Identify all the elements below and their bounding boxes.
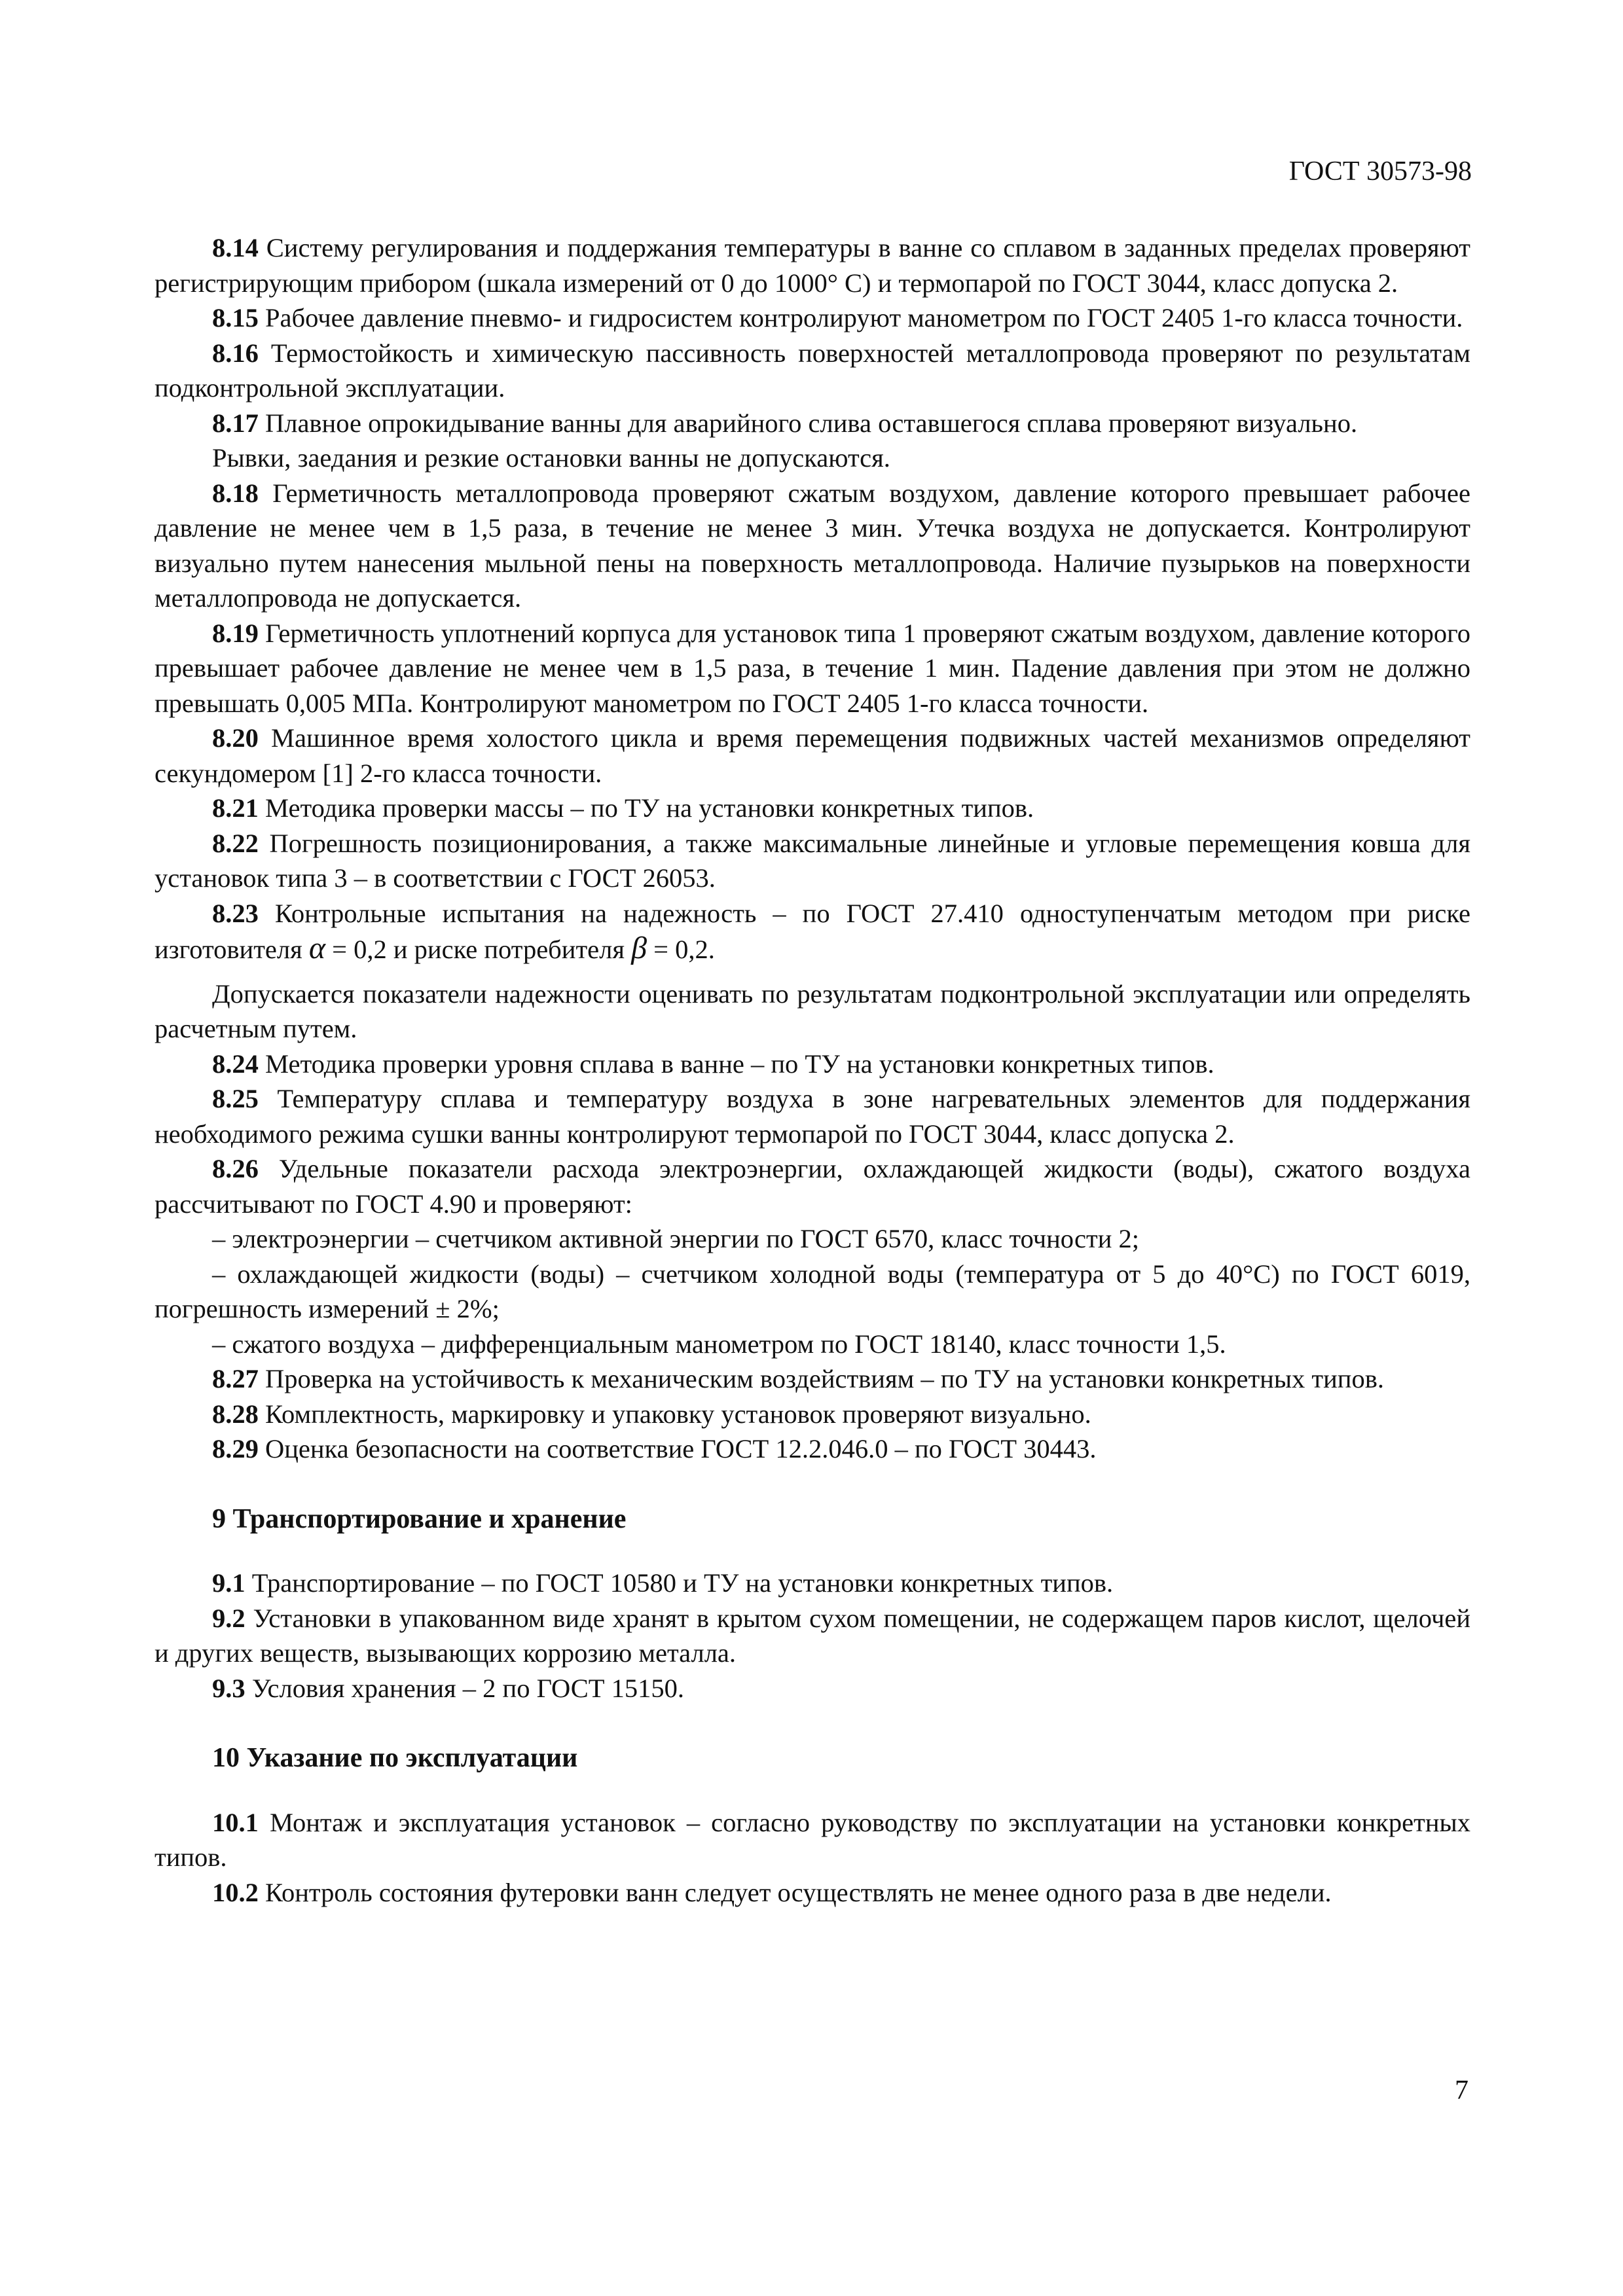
paragraph-8-27 <box>155 1361 1470 1397</box>
clause-number: 8.16 <box>212 338 259 368</box>
clause-number: 8.25 <box>212 1084 259 1113</box>
paragraph-8-21 <box>155 791 1470 826</box>
clause-text: Монтаж и эксплуатация установок – согласно руководству по эксплуатации на установки конкретных типов. <box>155 1807 1470 1872</box>
clause-text: Контрольные испытания на надежность – по ГОСТ 27.410 одноступенчатым методом при риске изготовителя <box>155 898 1470 964</box>
paragraph-8-19 <box>155 616 1470 721</box>
paragraph-8-26 <box>155 1151 1470 1221</box>
page-number: 7 <box>1455 2075 1468 2106</box>
paragraph-8-18 <box>155 476 1470 616</box>
clause-number: 10.1 <box>212 1807 259 1837</box>
clause-text: Температуру сплава и температуру воздуха в зоне нагревательных элементов для поддержания необходимого режима сушки ванны контролируют термопарой по ГОСТ 3044, класс допуска 2. <box>155 1084 1470 1149</box>
clause-text: Комплектность, маркировку и упаковку установок проверяют визуально. <box>258 1399 1091 1429</box>
clause-number: 8.21 <box>212 793 259 823</box>
clause-number: 8.29 <box>212 1434 259 1463</box>
clause-number: 8.24 <box>212 1049 259 1079</box>
clause-text: Методика проверки уровня сплава в ванне – по ТУ на установки конкретных типов. <box>258 1049 1214 1079</box>
clause-number: 8.19 <box>212 618 259 648</box>
clause-text: Методика проверки массы – по ТУ на установки конкретных типов. <box>258 793 1034 823</box>
clause-number: 8.23 <box>212 898 259 928</box>
paragraph-8-17 <box>155 406 1470 441</box>
clause-text: Оценка безопасности на соответствие ГОСТ 12.2.046.0 – по ГОСТ 30443. <box>258 1434 1097 1463</box>
clause-text: Условия хранения – 2 по ГОСТ 15150. <box>245 1673 684 1703</box>
clause-text: Погрешность позиционирования, а также максимальные линейные и угловые перемещения ковша для установок типа 3 – в соответствии с ГОСТ 26053. <box>155 828 1470 893</box>
clause-text: Допускается показатели надежности оценивать по результатам подконтрольной эксплуатации или определять расчетным путем. <box>155 978 1470 1043</box>
paragraph-9-1 <box>155 1566 1470 1601</box>
clause-text: = 0,2. <box>647 935 715 964</box>
clause-text: Герметичность уплотнений корпуса для установок типа 1 проверяют сжатым воздухом, давление которого превышает рабочее давление не менее чем в 1,5 раза, в течение 1 мин. Падение давления при этом не должно превышать 0,005 МПа. Контролируют манометром по ГОСТ 2405 1-го класса точности. <box>155 618 1470 718</box>
beta-symbol: β <box>631 931 647 965</box>
paragraph-8-29 <box>155 1431 1470 1467</box>
paragraph-9-3 <box>155 1671 1470 1706</box>
list-item-compressed-air <box>155 1327 1470 1362</box>
clause-text: Рывки, заедания и резкие остановки ванны не допускаются. <box>212 443 890 473</box>
alpha-symbol: α <box>308 931 326 965</box>
paragraph-9-2 <box>155 1601 1470 1671</box>
clause-number: 9.2 <box>212 1603 246 1633</box>
clause-number: 10.2 <box>212 1877 259 1907</box>
section-10-title: 10 Указание по эксплуатации <box>212 1743 578 1773</box>
paragraph-8-23 <box>155 896 1470 967</box>
clause-text: Герметичность металлопровода проверяют сжатым воздухом, давление которого превышает рабочее давление не менее чем в 1,5 раза, в течение не менее 3 мин. Утечка воздуха не допускается. Контролируют визуально путем нанесения мыльной пены на поверхность металлопровода. Наличие пузырьков на поверхности металлопровода не допускается. <box>155 478 1470 613</box>
clause-text: – охлаждающей жидкости (воды) – счетчиком холодной воды (температура от 5 до 40°С) по ГОСТ 6019, погрешность измерений ± 2%; <box>155 1259 1470 1323</box>
clause-text: = 0,2 и риске потребителя <box>325 935 632 964</box>
clause-text: Машинное время холостого цикла и время перемещения подвижных частей механизмов определяют секундомером [1] 2-го класса точности. <box>155 723 1470 788</box>
clause-number: 8.18 <box>212 478 259 508</box>
paragraph-8-14 <box>155 230 1470 300</box>
paragraph-8-22 <box>155 826 1470 896</box>
paragraph-8-25 <box>155 1081 1470 1151</box>
clause-number: 8.15 <box>212 303 259 332</box>
paragraph-8-16 <box>155 336 1470 406</box>
paragraph-10-2 <box>155 1875 1470 1910</box>
list-item-coolant <box>155 1257 1470 1327</box>
paragraph-8-24 <box>155 1047 1470 1082</box>
clause-text: Термостойкость и химическую пассивность поверхностей металлопровода проверяют по результатам подконтрольной эксплуатации. <box>155 338 1470 403</box>
list-item-electricity <box>155 1221 1470 1257</box>
document-body <box>155 230 1470 1910</box>
clause-text: Рабочее давление пневмо- и гидросистем контролируют манометром по ГОСТ 2405 1-го класса точности. <box>258 303 1463 332</box>
clause-text: – сжатого воздуха – дифференциальным манометром по ГОСТ 18140, класс точности 1,5. <box>212 1329 1226 1359</box>
paragraph-8-28 <box>155 1397 1470 1432</box>
clause-number: 8.22 <box>212 828 259 858</box>
clause-text: Плавное опрокидывание ванны для аварийного слива оставшегося сплава проверяют визуально. <box>258 408 1358 438</box>
clause-number: 8.26 <box>212 1154 259 1183</box>
clause-number: 8.27 <box>212 1364 259 1393</box>
clause-text: Контроль состояния футеровки ванн следует осуществлять не менее одного раза в две недели. <box>258 1877 1332 1907</box>
section-9-title: 9 Транспортирование и хранение <box>212 1503 627 1534</box>
paragraph-8-20 <box>155 721 1470 791</box>
clause-number: 9.1 <box>212 1568 246 1598</box>
clause-text: Установки в упакованном виде хранят в крытом сухом помещении, не содержащем паров кислот, щелочей и других веществ, вызывающих коррозию металла. <box>155 1603 1470 1668</box>
clause-number: 8.28 <box>212 1399 259 1429</box>
clause-text: Удельные показатели расхода электроэнергии, охлаждающей жидкости (воды), сжатого воздуха рассчитывают по ГОСТ 4.90 и проверяют: <box>155 1154 1470 1219</box>
clause-text: Транспортирование – по ГОСТ 10580 и ТУ на установки конкретных типов. <box>245 1568 1114 1598</box>
paragraph-8-23-continued <box>155 977 1470 1047</box>
clause-number: 8.20 <box>212 723 259 753</box>
paragraph-8-17-continued <box>155 440 1470 476</box>
document-code: ГОСТ 30573-98 <box>1288 156 1472 187</box>
clause-text: – электроэнергии – счетчиком активной энергии по ГОСТ 6570, класс точности 2; <box>212 1224 1139 1253</box>
clause-text: Проверка на устойчивость к механическим воздействиям – по ТУ на установки конкретных типов. <box>258 1364 1384 1393</box>
clause-text: Систему регулирования и поддержания температуры в ванне со сплавом в заданных пределах проверяют регистрирующим прибором (шкала измерений от 0 до 1000° С) и термопарой по ГОСТ 3044, класс допуска 2. <box>155 233 1470 298</box>
paragraph-8-15 <box>155 300 1470 336</box>
paragraph-10-1 <box>155 1805 1470 1875</box>
clause-number: 9.3 <box>212 1673 246 1703</box>
clause-number: 8.14 <box>212 233 259 262</box>
clause-number: 8.17 <box>212 408 259 438</box>
